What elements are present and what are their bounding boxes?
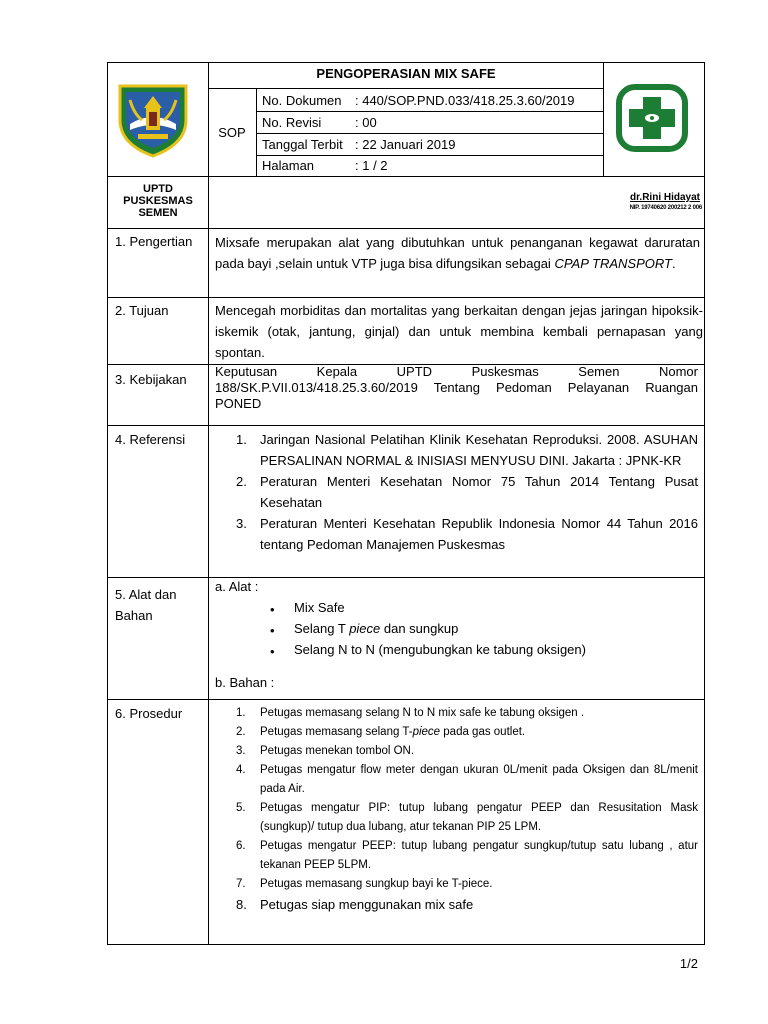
bullet-icon: • (270, 602, 275, 617)
pengertian-text-end: . (671, 256, 676, 271)
tujuan-text: Mencegah morbiditas dan mortalitas yang berkaitan dengan jejas jaringan hipoksik-iskemik (otak, jantung, ginjal) dan untuk membina kembali pernapasan yang spontan. (215, 303, 703, 360)
bullet-2-part-a: Selang T (294, 621, 350, 636)
table-border-top (107, 62, 705, 63)
meta-value-no-dokumen: : 440/SOP.PND.033/418.25.3.60/2019 (355, 93, 575, 108)
prosedur-step (236, 894, 698, 915)
step-number: 4. (236, 764, 246, 776)
pengertian-text (215, 232, 700, 274)
prosedur-step (236, 742, 698, 761)
pengertian-text-main: Mixsafe merupakan alat yang dibutuhkan untuk penanganan kegawat daruratan pada bayi ,selain untuk VTP juga bisa difungsikan sebagai (215, 235, 700, 271)
step-number: 1. (236, 707, 246, 719)
alat-bullet-selang-t (294, 618, 458, 639)
step-2-part-b: pada gas outlet. (440, 726, 526, 738)
prosedur-step (236, 837, 698, 875)
alat-bullet-selang-n: Selang N to N (mengubungkan ke tabung oksigen) (294, 642, 586, 657)
tujuan-label: 2. Tujuan (115, 303, 169, 318)
step-text: Petugas menekan tombol ON. (260, 745, 415, 757)
kebijakan-label: 3. Kebijakan (115, 372, 187, 387)
referensi-item (236, 471, 698, 513)
org-name (108, 183, 208, 219)
org-line-1: UPTD (143, 183, 173, 195)
alat-label-line-2: Bahan (115, 608, 153, 623)
label-column-divider (208, 62, 209, 945)
step-text: Petugas siap menggunakan mix safe (260, 897, 474, 912)
referensi-label: 4. Referensi (115, 432, 186, 447)
bullet-2-italic: piece (349, 621, 381, 636)
alat-heading: a. Alat : (215, 579, 259, 594)
step-2-italic: piece (412, 726, 441, 738)
meta-value-tanggal-terbit: : 22 Januari 2019 (355, 137, 456, 152)
org-line-2: PUSKESMAS (123, 195, 193, 207)
step-text: Petugas mengatur PEEP: tutup lubang pengatur sungkup/tutup satu lubang , atur tekanan PEEP 5LPM. (260, 840, 698, 871)
step-number: 6. (236, 840, 246, 852)
table-border-bottom (107, 944, 705, 945)
meta-value-no-revisi: : 00 (355, 115, 377, 130)
row-divider-5 (107, 699, 705, 700)
document-title: PENGOPERASIAN MIX SAFE (316, 66, 496, 81)
referensi-text: Jaringan Nasional Pelatihan Klinik Kesehatan Reproduksi. 2008. ASUHAN PERSALINAN NORMAL & INISIASI MENYUSU DINI. Jakarta : JPNK-KR (260, 432, 698, 468)
header-bottom (107, 176, 705, 177)
referensi-list (236, 429, 698, 555)
meta-label-tanggal-terbit: Tanggal Terbit (262, 137, 343, 152)
title-divider (208, 88, 604, 89)
alat-label-line-1: 5. Alat dan (115, 587, 177, 602)
signer-nip: NIP. 19740620 200212 2 006 (629, 205, 702, 211)
sop-label: SOP (218, 125, 246, 140)
prosedur-step (236, 875, 698, 894)
step-text: Petugas mengatur PIP: tutup lubang pengatur PEEP dan Resusitation Mask (sungkup)/ tutup dua lubang, atur tekanan PIP 25 LPM. (260, 802, 698, 833)
step-number: 5. (236, 802, 246, 814)
prosedur-step (236, 704, 698, 723)
referensi-text: Peraturan Menteri Kesehatan Republik Indonesia Nomor 44 Tahun 2016 tentang Pedoman Manajemen Puskesmas (260, 516, 698, 552)
referensi-number: 1. (236, 432, 247, 447)
org-row-bottom (107, 228, 705, 229)
prosedur-list (236, 704, 698, 915)
puskesmas-cross-logo (616, 84, 688, 152)
meta-label-no-revisi: No. Revisi (262, 115, 322, 130)
row-divider-4 (107, 577, 705, 578)
referensi-item (236, 429, 698, 471)
pengertian-text-italic: CPAP TRANSPORT (554, 256, 672, 271)
alat-label (115, 584, 176, 626)
prosedur-step (236, 761, 698, 799)
meta-label-no-dokumen: No. Dokumen (262, 93, 342, 108)
prosedur-label: 6. Prosedur (115, 706, 183, 721)
referensi-number: 2. (236, 474, 247, 489)
page-number: 1/2 (679, 956, 698, 971)
meta-label-halaman: Halaman (262, 158, 315, 173)
step-number: 7. (236, 878, 246, 890)
prosedur-step (236, 723, 698, 742)
bahan-heading: b. Bahan : (215, 675, 275, 690)
prosedur-step (236, 799, 698, 837)
bullet-icon: • (270, 644, 275, 659)
table-border-right (704, 62, 705, 945)
step-number: 3. (236, 745, 246, 757)
referensi-item (236, 513, 698, 555)
pengertian-label: 1. Pengertian (115, 234, 193, 249)
alat-bullet-mix-safe: Mix Safe (294, 600, 345, 615)
step-2-part-a: Petugas memasang selang T- (260, 726, 413, 738)
meta-value-halaman: : 1 / 2 (355, 158, 388, 173)
regency-emblem-logo (116, 80, 190, 158)
bullet-2-part-b: dan sungkup (380, 621, 459, 636)
step-number: 2. (236, 726, 246, 738)
referensi-text: Peraturan Menteri Kesehatan Nomor 75 Tahun 2014 Tentang Pusat Kesehatan (260, 474, 698, 510)
referensi-number: 3. (236, 516, 247, 531)
org-line-3: SEMEN (138, 207, 178, 219)
step-number: 8. (236, 897, 247, 912)
step-text (260, 726, 525, 738)
row-divider-3 (107, 425, 705, 426)
signer-name: dr.Rini Hidayat (629, 192, 700, 203)
step-text: Petugas memasang selang N to N mix safe ke tabung oksigen . (260, 707, 585, 719)
row-divider-1 (107, 297, 705, 298)
kebijakan-text: Keputusan Kepala UPTD Puskesmas Semen Nomor 188/SK.P.VII.013/418.25.3.60/2019 Tentang Pedoman Pelayanan Ruangan PONED (215, 364, 698, 411)
step-text: Petugas memasang sungkup bayi ke T-piece. (260, 878, 493, 890)
bullet-icon: • (270, 623, 275, 638)
step-text: Petugas mengatur flow meter dengan ukuran 0L/menit pada Oksigen dan 8L/menit pada Air. (260, 764, 698, 795)
